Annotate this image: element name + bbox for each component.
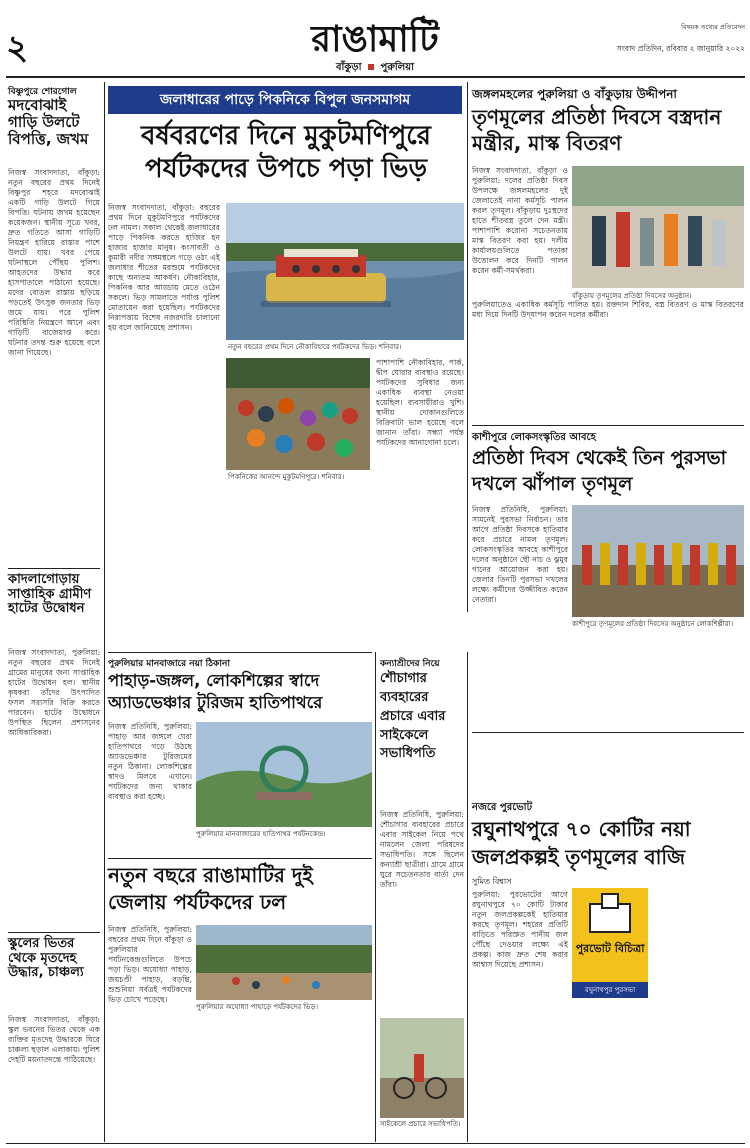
left-kicker: বিষ্ণুপুরে শোরগোল [8,87,77,97]
masthead-rule [6,76,745,78]
rally-photo [572,166,744,288]
masthead-date: সংবাদ প্রতিদিন, রবিবার ২ জানুয়ারি ২০২২ [616,44,745,53]
toilet-kicker: কন্যাশ্রীদের নিয়ে [380,659,440,669]
toilet-body: নিজস্ব প্রতিনিধি, পুরুলিয়া: শৌচাগার ব্যবহারের প্রচারে এবার সাইকেল নিয়ে পথে নামলেন জেলা পরিষদের সভাধিপতি। সঙ্গে ছিলেন কন্যাশ্রী ছাত্রীরা। গ্রামে গ্রামে ঘুরে সচেতনতার বার্তা দেন তাঁরা। [380,810,464,889]
main-body-right: পাশাপাশি নৌকাবিহার, পার্ক, দ্বীপ ঘোরার ব্যবস্থাও রয়েছে। পর্যটকদের সুবিধার জন্য একাধিক ব্যবস্থা নেওয়া হয়েছিল। ব্যবসায়ীরাও খুশি। স্থানীয় দোকানগুলিতে বিক্রিবাটা ভাল হয়েছে বলে জানান তাঁরা। সন্ধ্যা পর্যন্ত পর্যটকদের আনাগোনা চলে। [376,358,464,447]
toilet-headline: শৌচাগার ব্যবহারের প্রচারে এবার সাইকেলে সভাধিপতি [380,671,446,762]
right-body: নিজস্ব সংবাদদাতা, বাঁকুড়া ও পুরুলিয়া: দলের প্রতিষ্ঠা দিবস উপলক্ষে জঙ্গলমহলের দুই জেলাতেই নানা কর্মসূচি পালন করল তৃণমূল। বাঁকুড়ায় দুঃস্থদের হাতে শীতবস্ত্র তুলে দেন মন্ত্রী। পাশাপাশি করোনা সচেতনতায় মাস্ক বিতরণ করা হয়। দলীয় কার্যালয়গুলিতে পতাকা উত্তোলন করে দিনটি পালন করেন কর্মী-সমর্থকরা। [472,166,568,275]
raghunathpur-headline: রঘুনাথপুরে ৭০ কোটির নয়া জলপ্রকল্পই তৃণমূলের বাজি [472,817,691,869]
kashipur-headline: প্রতিষ্ঠা দিবস থেকেই তিন পুরসভা দখলে ঝাঁপাল তৃণমূল [472,447,727,495]
purabhot-logo-sub: রঘুনাথপুর পুরসভা [572,982,648,998]
masthead-title: রাঙামাটি [311,19,439,60]
boat-photo-caption: নতুন বছরের প্রথম দিনে নৌকাবিহারে পর্যটকদের ভিড়। শনিবার। [228,343,402,351]
boat-photo-image [226,203,464,340]
right-kicker: জঙ্গলমহলের পুরুলিয়া ও বাঁকুড়ায় উদ্দীপনা [472,87,677,101]
subtitle-right: পুরুলিয়া [380,62,415,73]
kashipur-body: নিজস্ব প্রতিনিধি, পুরুলিয়া: সামনেই পুরসভা নির্বাচন। তার আগে প্রতিষ্ঠা দিবসকে হাতিয়ার করে প্রচারে নামল তৃণমূল। লোকসংস্কৃতির আবহে কাশীপুরে দলের অনুষ্ঠানে ছৌ নাচ ও ঝুমুর গানের আয়োজন করা হয়। জেলার তিনটি পুরসভা দখলের লক্ষ্যে কর্মীদের উজ্জীবিত করেন নেতারা। [472,505,568,604]
rally-photo-image [572,166,744,288]
separator-dot [368,64,374,70]
page-number: ২ [6,28,29,68]
ayodhya-photo-caption: পুরুলিয়ার অযোধ্যা পাহাড়ে পর্যটকদের ভিড়। [196,1003,319,1011]
left-headline: মদবোঝাই গাড়ি উলটে বিপত্তি, জখম [8,96,89,148]
picnic-photo [226,358,370,470]
main-banner [108,86,462,114]
main-headline: বর্ষবরণের দিনে মুকুটমণিপুরে পর্যটকদের উপচে পড়া ভিড় [140,121,431,184]
boat-photo [226,203,464,340]
dance-photo-image [572,505,744,617]
hatipathar-photo [196,722,372,827]
ayodhya-photo [196,925,372,1000]
raghunathpur-kicker: নজরে পুরভোট [472,802,533,813]
new-year-headline: নতুন বছরে রাঙামাটির দুই জেলায় পর্যটকদের ঢল [108,863,313,914]
left-body-2: নিজস্ব সংবাদদাতা, পুরুলিয়া: নতুন বছরের প্রথম দিনেই গ্রামের মানুষের জন্য সাপ্তাহিক হাটের উদ্বোধন হল। স্থানীয় কৃষকরা তাঁদের উৎপাদিত ফসল সরাসরি বিক্রি করতে পারবেন। হাটের উদ্বোধনে উপস্থিত ছিলেন প্রশাসনের আধিকারিকরা। [8,648,100,737]
picnic-photo-caption: পিকনিকের আনন্দে মুকুটমণিপুরে। শনিবার। [228,473,345,481]
right-body-2: পুরুলিয়াতেও একাধিক কর্মসূচি পালিত হয়। রক্তদান শিবির, বস্ত্র বিতরণ ও মাস্ক বিতরণের মধ্য দিয়ে দিনটি উদ্‌যাপন করেন দলের কর্মীরা। [472,300,744,319]
cycle-photo-caption: সাইকেলে প্রচারে সভাধিপতি। [380,1120,461,1128]
raghunathpur-body: পুরুলিয়া: পুরভোটের আগে রঘুনাথপুরে ৭০ কোটি টাকার নতুন জলপ্রকল্পকেই হাতিয়ার করছে তৃণমূল। শহরের প্রতিটি বাড়িতে পরিস্রুত পানীয় জল পৌঁছে দেওয়ার লক্ষ্যে এই প্রকল্প। কাজ দ্রুত শেষ করার আশ্বাস দিয়েছে প্রশাসন। [472,890,568,969]
hatipathar-kicker: পুরুলিয়ার মানবাজারে নয়া ঠিকানা [108,659,230,669]
kashipur-kicker: কাশীপুরে লোকসংস্কৃতির আবহে [472,432,596,443]
dance-photo [572,505,744,617]
purabhot-logo [572,888,648,982]
new-year-body: নিজস্ব প্রতিনিধি, পুরুলিয়া: বছরের প্রথম দিনে বাঁকুড়া ও পুরুলিয়ার পর্যটনকেন্দ্রগুলিতে উপচে পড়া ভিড়। অযোধ্যা পাহাড়, জয়চণ্ডী পাহাড়, বড়ন্তি, শুশুনিয়া সর্বত্রই পর্যটকদের ভিড় চোখে পড়েছে। [108,925,192,1004]
left-body: নিজস্ব সংবাদদাতা, বাঁকুড়া: নতুন বছরের প্রথম দিনেই বিষ্ণুপুর শহরে মদবোঝাই একটি গাড়ি উলটে গিয়ে বিপত্তি। ঘটনায় জখম হয়েছেন কয়েকজন। স্থানীয় সূত্রে খবর, দ্রুত গতিতে আসা গাড়িটি নিয়ন্ত্রণ হারিয়ে রাস্তার পাশে উলটে যায়। খবর পেয়ে ঘটনাস্থলে পৌঁছয় পুলিশ। আহতদের উদ্ধার করে হাসপাতালে পাঠানো হয়েছে। মদের বোতল রাস্তায় ছড়িয়ে পড়তেই উৎসুক জনতার ভিড় জমে যায়। পরে পুলিশ পরিস্থিতি নিয়ন্ত্রণে আনে এবং গাড়িটি বাজেয়াপ্ত করে। ঘটনার তদন্ত শুরু হয়েছে বলে জানা গিয়েছে। [8,168,100,357]
right-headline: তৃণমূলের প্রতিষ্ঠা দিবসে বস্ত্রদান মন্ত্রীর, মাস্ক বিতরণ [472,105,722,155]
main-body: নিজস্ব সংবাদদাতা, বাঁকুড়া: বছরের প্রথম দিনে মুকুটমণিপুরে পর্যটকদের ঢল নামল। সকাল থেকেই জলাধারের পাড়ে পিকনিক করতে হাজির হন হাজার হাজার মানুষ। কংসাবতী ও কুমারী নদীর সঙ্গমস্থলে গড়ে ওঠা এই জলাধার শীতের মরশুমে পর্যটকদের কাছে অন্যতম আকর্ষণ। নৌকাবিহার, পিকনিক আর আড্ডায় মেতে ওঠেন সকলে। ভিড় সামলাতে পর্যাপ্ত পুলিশ মোতায়েন করা হয়েছিল। পর্যটকদের নিরাপত্তায় বিশেষ নজরদারি চালানো হয় বলে জানিয়েছে প্রশাসন। [108,203,220,332]
ballot-icon [572,888,648,938]
subtitle-left: বাঁকুড়া [335,62,362,73]
left-headline-2: কাদলাগোড়ায় সাপ্তাহিক গ্রামীণ হাটের উদ্বোধন [8,572,92,617]
rally-photo-caption: বাঁকুড়ায় তৃণমূলের প্রতিষ্ঠা দিবসের অনুষ্ঠান। [572,292,692,300]
masthead-meta-top: বিষয়ক তথ্যের প্রতিবেদন [681,23,745,31]
left-headline-3: স্কুলের ভিতর থেকে মৃতদেহ উদ্ধার, চাঞ্চল্য [8,936,84,981]
picnic-photo-image [226,358,370,470]
cycle-photo-image [380,1018,464,1118]
cycle-photo [380,1018,464,1118]
hatipathar-photo-caption: পুরুলিয়ার মানবাজারের হাতিপাথর পর্যটনকেন্দ্র। [196,830,326,838]
hatipathar-photo-image [196,722,372,827]
left-body-3: নিজস্ব সংবাদদাতা, বাঁকুড়া: স্কুল ভবনের ভিতর থেকে এক ব্যক্তির মৃতদেহ উদ্ধারকে ঘিরে চাঞ্চল্য ছড়াল এলাকায়। পুলিশ দেহটি ময়নাতদন্তে পাঠিয়েছে। [8,1015,100,1064]
purabhot-logo-text: পুরভোট বিচিত্রা [575,942,645,955]
ayodhya-photo-image [196,925,372,1000]
main-banner-text: জলাধারের পাড়ে পিকনিকে বিপুল জনসমাগম [159,92,411,108]
masthead-subtitle [300,60,450,77]
hatipathar-headline: পাহাড়-জঙ্গল, লোকশিল্পের স্বাদে অ্যাডভেঞ্চার টুরিজম হাতিপাথরে [108,671,323,713]
raghunathpur-byline: সুমিত বিশ্বাস [472,877,512,886]
hatipathar-body: নিজস্ব প্রতিনিধি, পুরুলিয়া: পাহাড় আর জঙ্গলে ঘেরা হাতিপাথরে গড়ে উঠছে অ্যাডভেঞ্চার টুরিজমের নতুন ঠিকানা। লোকশিল্পের স্বাদও মিলবে এখানে। পর্যটকদের জন্য থাকার ব্যবস্থাও করা হচ্ছে। [108,722,192,801]
dance-photo-caption: কাশীপুরে তৃণমূলের প্রতিষ্ঠা দিবসের অনুষ্ঠানে লোকশিল্পীরা। [572,620,734,628]
